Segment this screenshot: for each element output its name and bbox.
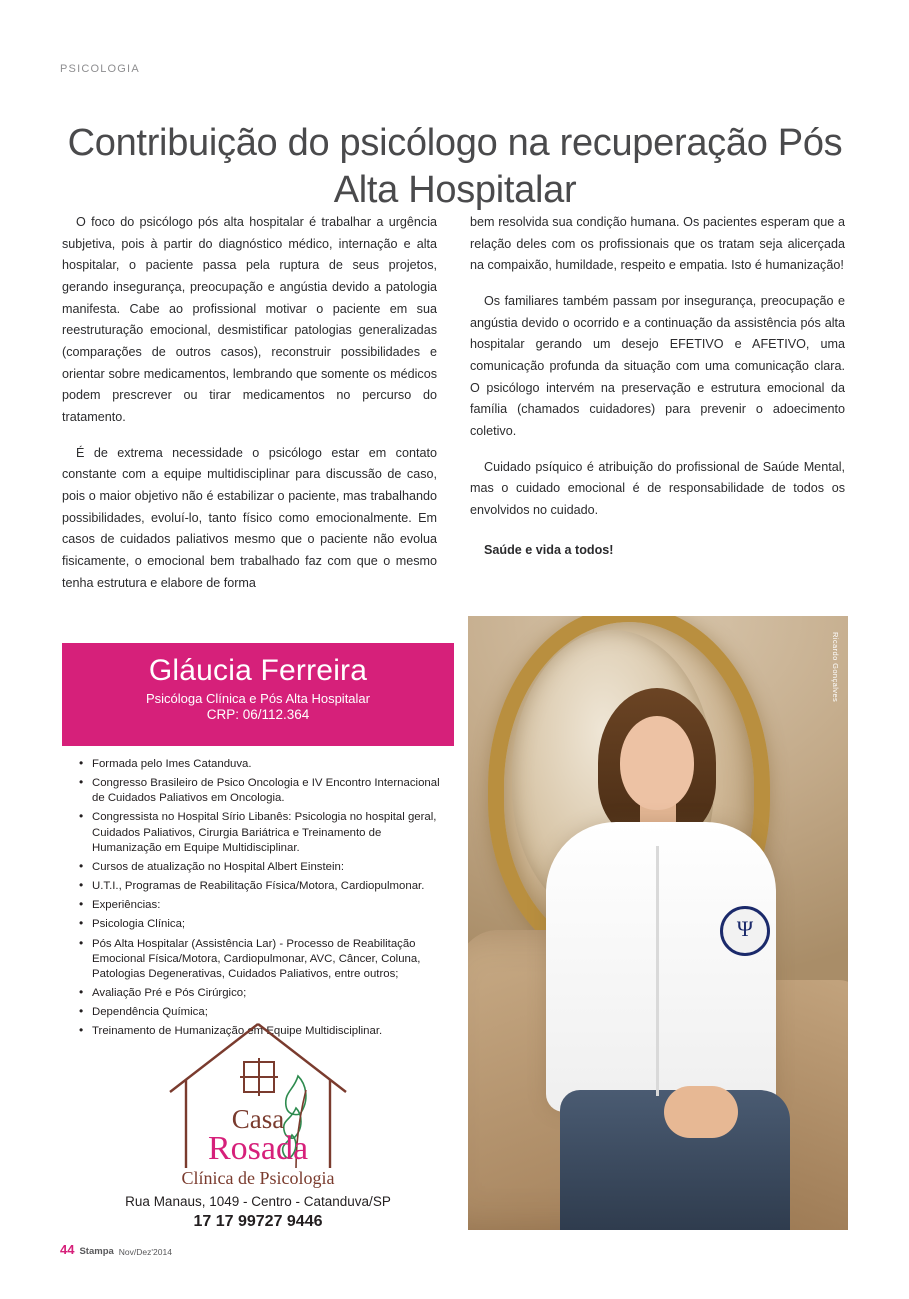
list-item: • Formada pelo Imes Catanduva.	[90, 757, 454, 772]
paragraph: bem resolvida sua condição humana. Os pacientes esperam que a relação deles com os profissionais que os tratam seja alicerçada na compaixão, humildade, respeito e empatia. Isto é humanização!	[470, 215, 845, 273]
section-kicker: PSICOLOGIA	[60, 63, 140, 75]
subject-hands	[664, 1086, 738, 1138]
subject-face	[620, 716, 694, 810]
logo-line-rosada: Rosada	[207, 1130, 309, 1167]
body-column-left	[62, 212, 437, 608]
psychology-badge-icon: Ψ	[720, 906, 770, 956]
issue-date: Nov/Dez'2014	[118, 1246, 172, 1257]
clinic-address: Rua Manaus, 1049 - Centro - Catanduva/SP	[125, 1194, 391, 1209]
paragraph: Os familiares também passam por insegurança, preocupação e angústia devido o ocorrido e a continuação da assistência pós alta hospitalar gerando um desejo EFETIVO e AFETIVO, uma comunicação profunda da situação com uma comunicação clara. O psicólogo intervém na preservação e estrutura emocional da família (chamados cuidadores) para prevenir o adoecimento coletivo.	[470, 293, 845, 438]
profile-role: Psicóloga Clínica e Pós Alta Hospitalar	[145, 691, 370, 706]
list-item: • Cursos de atualização no Hospital Albert Einstein:	[90, 860, 454, 875]
page-number: 44	[60, 1242, 75, 1257]
list-item: • Pós Alta Hospitalar (Assistência Lar) - Processo de Reabilitação Emocional Física/Motora, Cardiopulmonar, AVC, Câncer, Coluna, Patologias Degenerativas, Cuidados Paliativos, entre outros;	[90, 937, 454, 982]
closing-statement: Saúde e vida a todos!	[484, 542, 614, 557]
clinic-phone: 17 17 99727 9446	[193, 1213, 323, 1230]
paragraph: O foco do psicólogo pós alta hospitalar é trabalhar a urgência subjetiva, pois à partir do diagnóstico médico, internação e alta hospitalar, o paciente passa pela ruptura de seus projetos, gerando insegurança, preocupação e angústia devido a patologia manifesta. Cabe ao profissional motivar o paciente em sua reestruturação emocional, desmistificar patologias generalizadas (comparações de outros casos), reconstruir possibilidades e orientar sobre medicamentos, lembrando que somente os médicos podem prescrever ou tirar medicamentos no percurso do tratamento.	[62, 215, 437, 424]
logo-line-clinica: Clínica de Psicologia	[181, 1168, 335, 1188]
photo-credit: Ricardo Gonçalves	[831, 632, 840, 703]
list-item: • Congressista no Hospital Sírio Libanês: Psicologia no hospital geral, Cuidados Paliativos, Cirurgia Bariátrica e Treinamento de Humanização em Equipe Multidisciplinar.	[90, 810, 454, 855]
profile-photo	[468, 616, 848, 1230]
list-item: • Congresso Brasileiro de Psico Oncologia e IV Encontro Internacional de Cuidados Paliativos em Oncologia.	[90, 776, 454, 806]
casa-rosada-logo	[140, 1018, 376, 1190]
profile-banner	[62, 643, 454, 746]
magazine-name: Stampa	[79, 1245, 114, 1257]
credentials-list	[76, 757, 454, 1044]
list-item: • Avaliação Pré e Pós Cirúrgico;	[90, 986, 454, 1001]
list-item: • Treinamento de Humanização em Equipe Multidisciplinar.	[90, 1024, 454, 1039]
logo-line-casa: Casa	[231, 1104, 285, 1134]
list-item: • Experiências:	[90, 898, 454, 913]
paragraph: É de extrema necessidade o psicólogo estar em contato constante com a equipe multidisciplinar para discussão de caso, pois o maior objetivo não é estabilizar o paciente, mas trabalhando possibilidades, evoluí-lo, tanto físico como emocionalmente. Em casos de cuidados paliativos mesmo que o paciente não evolua fisicamente, o emocional bem trabalhado faz com que o mesmo tenha estrutura e elabore de forma	[62, 445, 437, 590]
page-footer	[60, 1243, 172, 1256]
profile-crp: CRP: 06/112.364	[206, 707, 310, 722]
paragraph: Cuidado psíquico é atribuição do profissional de Saúde Mental, mas o cuidado emocional é de responsabilidade de todos os envolvidos no cuidado.	[470, 459, 845, 517]
list-item: • U.T.I., Programas de Reabilitação Física/Motora, Cardiopulmonar.	[90, 879, 454, 894]
list-item: • Dependência Química;	[90, 1005, 454, 1020]
list-item: • Psicologia Clínica;	[90, 917, 454, 932]
page-title: Contribuição do psicólogo na recuperação Pós Alta Hospitalar	[67, 122, 843, 211]
lab-coat-seam	[656, 846, 659, 1096]
profile-name: Gláucia Ferreira	[148, 654, 368, 687]
body-column-right	[470, 212, 845, 575]
subject-lab-coat	[546, 822, 776, 1112]
